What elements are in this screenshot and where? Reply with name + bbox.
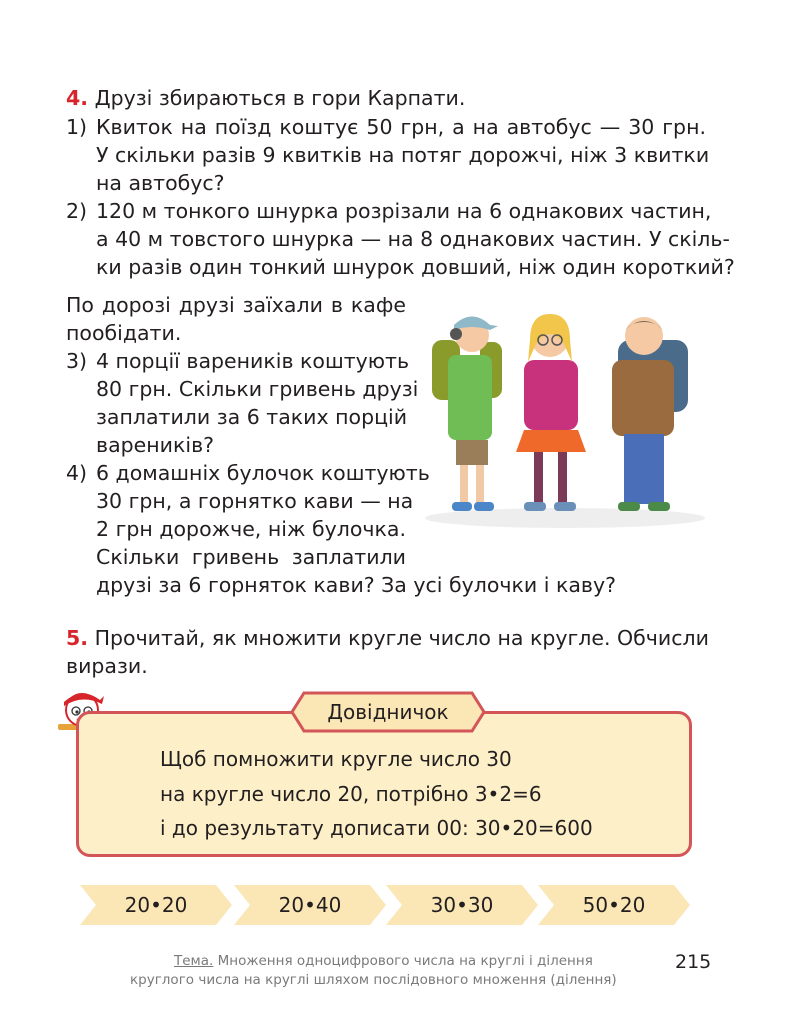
q3-line-4: вареників? [96, 433, 215, 457]
task5-line-1 [66, 624, 709, 652]
task4-intro [66, 84, 465, 112]
q2-line-2: а 40 м товстого шнурка — на 8 однакових частин. У скіль- [96, 227, 730, 251]
q1-line-3: на автобус? [96, 171, 225, 195]
q2-line-1: 120 м тонкого шнурка розрізали на 6 однакових частин, [96, 199, 712, 223]
exercise-1: 20•20 [124, 893, 188, 917]
exercise-4: 50•20 [582, 893, 646, 917]
q1-line-1: Квиток на поїзд коштує 50 грн, а на автобус — 30 грн. [96, 115, 706, 139]
page-number: 215 [675, 951, 712, 973]
q4-line-3: 2 грн дорожче, ніж булочка. [96, 517, 406, 541]
cafe-line-1: По дорозі друзі заїхали в кафе [66, 293, 406, 317]
reference-line-2: на кругле число 20, потрібно 3•2=6 [160, 782, 542, 806]
q4-line-1: 6 домашніх булочок коштують [96, 461, 430, 485]
task4-intro-text: Друзі збираються в гори Карпати. [94, 86, 466, 110]
footer-topic-line-1 [174, 953, 593, 969]
girl-figure [516, 314, 586, 511]
q4-line-5: друзі за 6 горняток кави? За усі булочки і каву? [96, 573, 616, 597]
q2-label: 2) [66, 199, 88, 223]
task5-line-2: вирази. [66, 654, 148, 678]
reference-line-3: і до результату дописати 00: 30•20=600 [160, 816, 593, 840]
reference-title: Довідничок [327, 700, 449, 724]
q4-line-4: Скільки гривень заплатили [96, 545, 406, 569]
task5-number: 5. [66, 626, 89, 650]
q3-line-3: заплатили за 6 таких порцій [96, 405, 408, 429]
task5-line-1-text: Прочитай, як множити кругле число на кругле. Обчисли [94, 626, 709, 650]
footer-topic-label: Тема. [174, 953, 214, 969]
q4-label: 4) [66, 461, 88, 485]
q3-label: 3) [66, 349, 88, 373]
q3-line-1: 4 порції вареників коштують [96, 349, 410, 373]
footer-topic-line-2: круглого числа на круглі шляхом послідовного множення (ділення) [130, 972, 617, 988]
q3-line-2: 80 грн. Скільки гривень друзі [96, 377, 419, 401]
reference-line-1: Щоб помножити кругле число 30 [160, 747, 512, 771]
exercise-2: 20•40 [278, 893, 342, 917]
q4-line-2: 30 грн, а горнятко кави — на [96, 489, 414, 513]
exercise-3: 30•30 [430, 893, 494, 917]
boy-with-jacket-figure [612, 317, 688, 511]
q2-line-3: ки разів один тонкий шнурок довший, ніж один короткий? [96, 255, 735, 279]
q1-line-2: У скільки разів 9 квитків на потяг дорожчі, ніж 3 квитки [96, 143, 710, 167]
q1-label: 1) [66, 115, 88, 139]
cafe-line-2: пообідати. [66, 321, 182, 345]
footer-topic-text-1: Множення одноцифрового числа на круглі і ділення [213, 953, 593, 969]
boy-with-cap-figure [432, 317, 502, 512]
task4-number: 4. [66, 86, 89, 110]
friends-illustration [420, 300, 710, 535]
